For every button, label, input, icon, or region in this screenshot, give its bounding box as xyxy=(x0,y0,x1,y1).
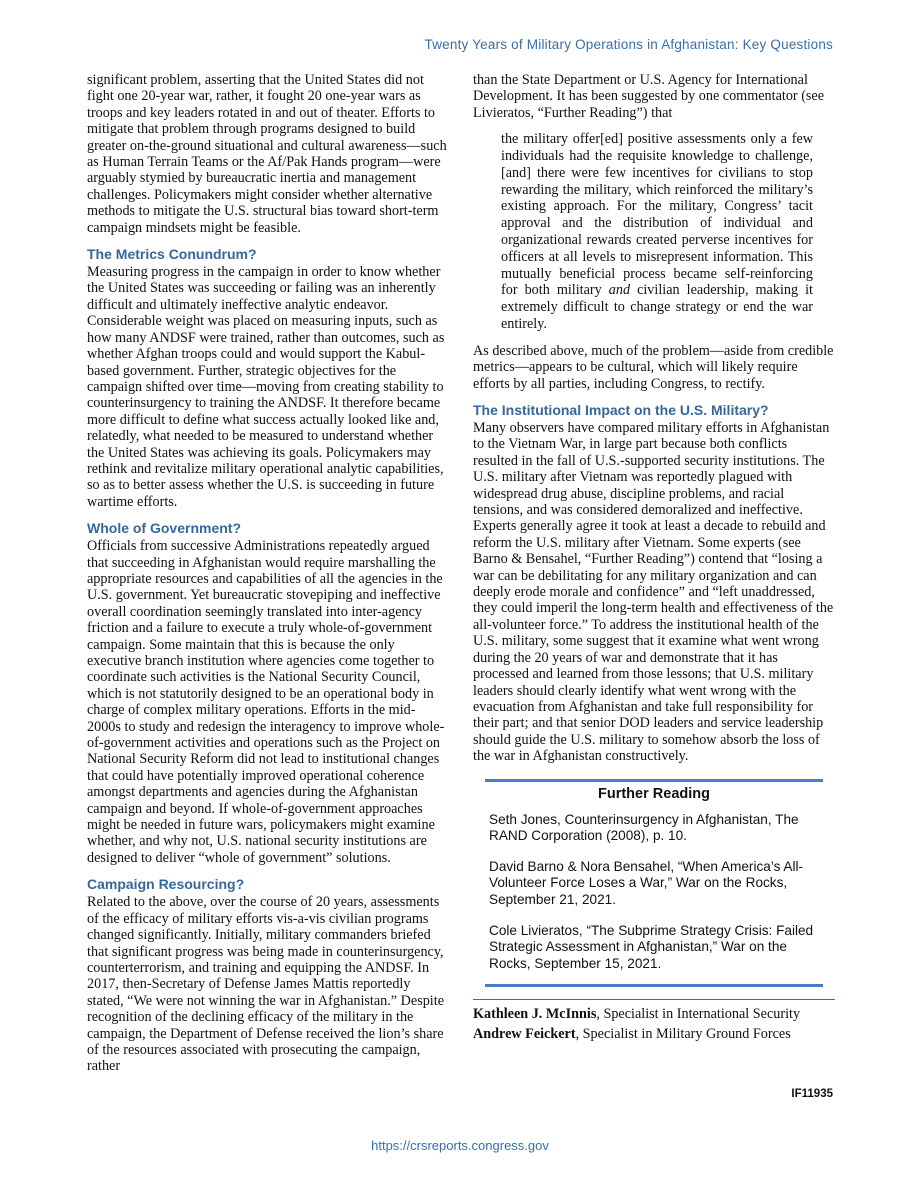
intro-paragraph: significant problem, asserting that the United States did not fight one 20-year war, rather, it fought 20 one-year wars as troops and key leaders rotated in and out of theater. Efforts to mitigate that problem through programs designed to build greater on-the-ground situational and cultural awareness—such as Human Terrain Teams or the Af/Pak Hands program—were arguably stymied by bureaucratic inertia and management challenges. Policymakers might consider whether alternative methods to mitigate the U.S. structural bias toward short-term campaign mindsets might be feasible. xyxy=(87,72,447,236)
author-line xyxy=(473,1024,835,1044)
after-quote-paragraph: As described above, much of the problem—aside from credible metrics—appears to be cultural, which will likely require efforts by all parties, including Congress, to rectify. xyxy=(473,342,834,392)
campaign-resourcing-body: Related to the above, over the course of 20 years, assessments of the efficacy of military efforts vis-a-vis civilian programs changed significantly. Initially, military commanders briefed that significant progress was being made in counterinsurgency, counterterrorism, and training and equipping the ANDSF. In 2017, then-Secretary of Defense James Mattis reportedly stated, “We were not winning the war in Afghanistan.” Despite recognition of the declining efficacy of the military in the campaign, the Department of Defense received the lion’s share of the resources associated with prosecuting the campaign, rather xyxy=(87,894,444,1075)
right-column xyxy=(473,72,835,1044)
continuation-paragraph: than the State Department or U.S. Agency for International Development. It has been suggested by one commentator (see Livieratos, “Further Reading”) that xyxy=(473,72,825,121)
further-reading-box xyxy=(485,779,823,988)
author-title: , Specialist in Military Ground Forces xyxy=(575,1026,791,1043)
further-reading-title: Further Reading xyxy=(598,785,710,802)
quote-text-part1: the military offer[ed] positive assessments only a few individuals had the requisite knowledge to challenge, [and] there were few incentives for civilians to stop rewarding the military, which reinforced the military’s existing approach. For the military, Congress’ tacit approval and the distribution of individual and organizational rewards created perverse incentives for officers at all levels to misrepresent information. This mutually beneficial process became self-reinforcing for both military xyxy=(501,131,813,299)
quote-text-part2: civilian leadership, making it extremely difficult to change strategy or end the war entirely. xyxy=(501,282,813,332)
left-column xyxy=(87,72,449,1075)
running-header: Twenty Years of Military Operations in Afghanistan: Key Questions xyxy=(424,37,833,52)
block-quote xyxy=(501,131,813,333)
further-reading-item: Seth Jones, Counterinsurgency in Afghanistan, The RAND Corporation (2008), p. 10. xyxy=(489,811,799,844)
author-block xyxy=(473,999,835,1044)
whole-of-government-heading: Whole of Government? xyxy=(87,520,241,537)
footer-url[interactable]: https://crsreports.congress.gov xyxy=(371,1138,549,1153)
institutional-impact-body: Many observers have compared military efforts in Afghanistan to the Vietnam War, in large part because both conflicts resulted in the fall of U.S.-supported security institutions. The U.S. military after Vietnam was reportedly plagued with widespread drug abuse, discipline problems, and racial tensions, and was considered demoralized and ineffective. Experts generally agree it took at least a decade to rebuild and reform the U.S. military after Vietnam. Some experts (see Barno & Bensahel, “Further Reading”) contend that “losing a war can be debilitating for any military organization and can deeply erode morale and confidence” and “left unaddressed, they could imperil the long-term health and effectiveness of the all-volunteer force.” To address the institutional health of the U.S. military, some suggest that it examine what went wrong during the 20 years of war and demonstrate that it has processed and learned from those lessons; that U.S. military leaders should clearly identify what went wrong with the evacuation from Afghanistan and take full responsibility for their part; and that senior DOD leaders and service leadership should guide the U.S. military to somehow absorb the loss of the war in Afghanistan constructively. xyxy=(473,420,834,765)
author-title: , Specialist in International Security xyxy=(596,1006,801,1023)
campaign-resourcing-heading: Campaign Resourcing? xyxy=(87,876,245,893)
further-reading-item: David Barno & Nora Bensahel, “When America’s All-Volunteer Force Loses a War,” War on the Rocks, September 21, 2021. xyxy=(489,858,804,907)
document-id: IF11935 xyxy=(791,1088,833,1100)
whole-of-government-body: Officials from successive Administrations repeatedly argued that succeeding in Afghanistan would require marshalling the appropriate resources and capabilities of all the agencies in the U.S. government. Yet bureaucratic stovepiping and ineffective overall coordination seemingly translated into inter-agency friction and a failure to execute a truly whole-of-government campaign. Some maintain that this is because the only executive branch institution where agencies come together to coordinate such activities is the National Security Council, which is not statutorily designed to be an operational body in charge of complex military operations. Efforts in the mid-2000s to study and redesign the interagency to improve whole-of-government activities and operations such as the Project on National Security Reform did not lead to institutional changes that could have potentially improved operational coherence amongst departments and agencies during the Afghanistan campaign and beyond. If whole-of-government approaches might be needed in future wars, policymakers might examine whether, and why not, U.S. national security institutions are designed to deliver “whole of government” solutions. xyxy=(87,538,445,866)
author-name: Kathleen J. McInnis xyxy=(473,1006,597,1023)
metrics-heading: The Metrics Conundrum? xyxy=(87,246,257,263)
metrics-body: Measuring progress in the campaign in order to know whether the United States was succeeding or failing was an inherently difficult and ultimately ineffective analytic endeavor. Considerable weight was placed on measuring inputs, such as how many ANDSF were trained, rather than outcomes, such as whether Afghan troops could and would support the Kabul-based government. Further, strategic objectives for the campaign shifted over time—moving from creating stability to counterinsurgency to training the ANDSF. It therefore became more difficult to define what success actually looked like and, relatedly, what needed to be measured to understand whether the United States was achieving its goals. Policymakers may rethink and revitalize military operational analytic capabilities, so as to better assess whether the U.S. is succeeding in future wartime efforts. xyxy=(87,264,445,510)
further-reading-item: Cole Livieratos, “The Subprime Strategy Crisis: Failed Strategic Assessment in Afghanistan,” War on the Rocks, September 15, 2021. xyxy=(489,922,814,971)
author-line xyxy=(473,1004,835,1024)
author-name: Andrew Feickert xyxy=(473,1026,576,1043)
institutional-impact-heading: The Institutional Impact on the U.S. Military? xyxy=(473,402,769,418)
quote-emphasis: and xyxy=(608,282,631,299)
